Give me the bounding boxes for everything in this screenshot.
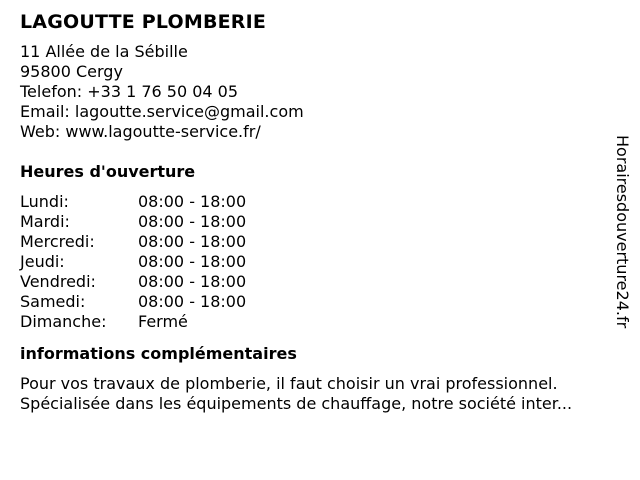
hours-day: Samedi: — [20, 292, 86, 311]
hours-time: 08:00 - 18:00 — [138, 252, 247, 271]
address-line-city: 95800 Cergy — [20, 62, 123, 81]
hours-row-wednesday — [20, 232, 610, 252]
hours-row-friday — [20, 272, 610, 292]
hours-time: 08:00 - 18:00 — [138, 212, 247, 231]
business-name: LAGOUTTE PLOMBERIE — [20, 11, 267, 33]
hours-time: 08:00 - 18:00 — [138, 292, 247, 311]
hours-day: Vendredi: — [20, 272, 96, 291]
hours-day: Dimanche: — [20, 312, 107, 331]
hours-time: 08:00 - 18:00 — [138, 272, 247, 291]
additional-info-heading: informations complémentaires — [20, 344, 297, 363]
hours-row-thursday — [20, 252, 610, 272]
hours-row-tuesday — [20, 212, 610, 232]
hours-time: Fermé — [138, 312, 188, 331]
website-text: Web: www.lagoutte-service.fr/ — [20, 122, 261, 141]
hours-row-monday — [20, 192, 610, 212]
phone-text: Telefon: +33 1 76 50 04 05 — [20, 82, 239, 101]
opening-hours-heading: Heures d'ouverture — [20, 162, 196, 181]
hours-day: Lundi: — [20, 192, 69, 211]
hours-day: Mercredi: — [20, 232, 95, 251]
hours-time: 08:00 - 18:00 — [138, 192, 247, 211]
hours-row-sunday — [20, 312, 610, 332]
hours-row-saturday — [20, 292, 610, 312]
email-text: Email: lagoutte.service@gmail.com — [20, 102, 304, 121]
additional-info-line-1: Pour vos travaux de plomberie, il faut choisir un vrai professionnel. — [20, 374, 558, 393]
business-card — [20, 10, 610, 414]
hours-day: Mardi: — [20, 212, 70, 231]
hours-time: 08:00 - 18:00 — [138, 232, 247, 251]
site-watermark: Horairesdouverture24.fr — [613, 135, 632, 329]
address-line-street: 11 Allée de la Sébille — [20, 42, 188, 61]
opening-hours-table — [20, 192, 610, 332]
hours-day: Jeudi: — [20, 252, 65, 271]
additional-info-line-2: Spécialisée dans les équipements de chauffage, notre société inter... — [20, 394, 573, 413]
